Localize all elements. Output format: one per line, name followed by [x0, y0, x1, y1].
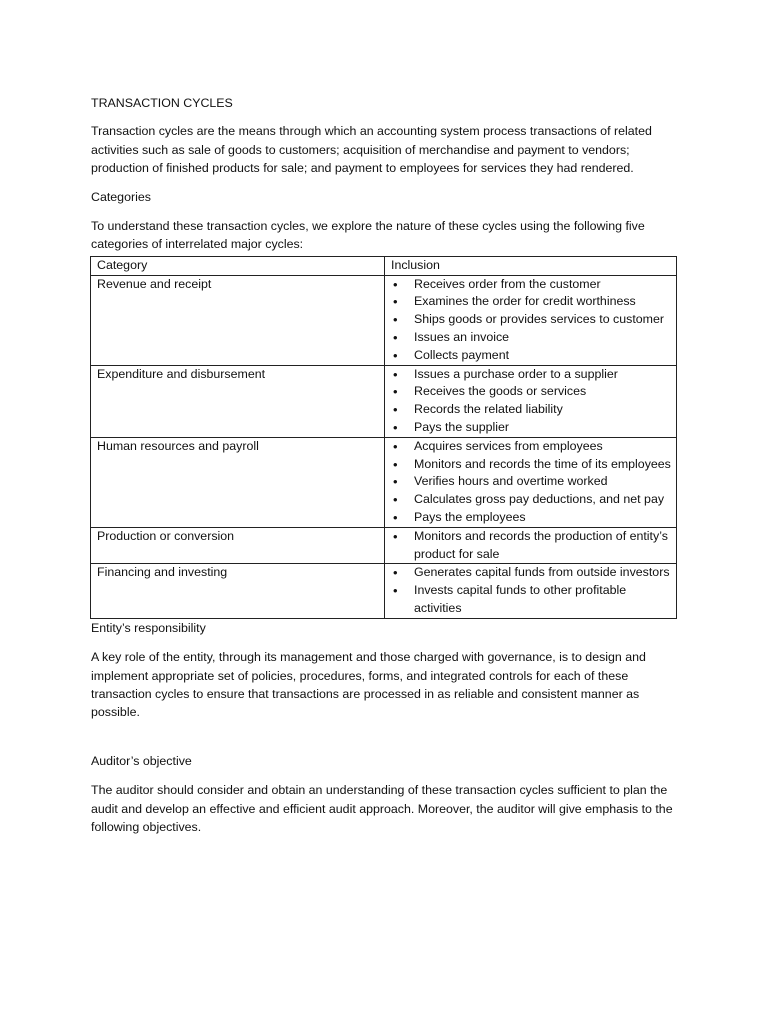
category-cell: Production or conversion: [91, 527, 385, 564]
categories-heading: Categories: [91, 189, 151, 204]
inclusion-list: [391, 528, 671, 564]
inclusion-item: • Verifies hours and overtime worked: [391, 473, 671, 491]
inclusion-list: [391, 366, 671, 437]
table-row: [91, 564, 677, 618]
category-cell: Human resources and payroll: [91, 437, 385, 527]
inclusion-item: • Invests capital funds to other profitable activities: [391, 582, 671, 618]
responsibility-heading: Entity’s responsibility: [91, 620, 206, 635]
inclusion-cell: [385, 365, 677, 437]
inclusion-item: • Examines the order for credit worthiness: [391, 293, 671, 311]
category-cell: Financing and investing: [91, 564, 385, 618]
category-cell: Expenditure and disbursement: [91, 365, 385, 437]
categories-intro-paragraph: To understand these transaction cycles, we explore the nature of these cycles using the following five categories of interrelated major cycles:: [91, 219, 645, 252]
inclusion-item: • Receives order from the customer: [391, 276, 671, 294]
inclusion-cell: [385, 527, 677, 564]
inclusion-cell: [385, 437, 677, 527]
responsibility-paragraph: A key role of the entity, through its management and those charged with governance, is to design and implement appropriate set of policies, procedures, forms, and integrated controls for each of these transaction cycles to ensure that transactions are processed in as reliable and consistent manner as possible.: [91, 650, 646, 720]
header-category: Category: [91, 256, 385, 275]
category-cell: Revenue and receipt: [91, 275, 385, 365]
inclusion-item: • Records the related liability: [391, 401, 671, 419]
inclusion-item: • Acquires services from employees: [391, 438, 671, 456]
document-title: TRANSACTION CYCLES: [91, 96, 233, 110]
table-header-row: [91, 256, 677, 275]
inclusion-item: • Ships goods or provides services to customer: [391, 311, 671, 329]
inclusion-item: • Monitors and records the production of entity’s product for sale: [391, 528, 671, 564]
table-row: [91, 275, 677, 365]
inclusion-cell: [385, 564, 677, 618]
inclusion-item: • Issues a purchase order to a supplier: [391, 366, 671, 384]
header-inclusion: Inclusion: [385, 256, 677, 275]
auditor-objective-heading: Auditor’s objective: [91, 753, 192, 768]
inclusion-list: [391, 438, 671, 527]
document-page: [91, 94, 681, 846]
inclusion-item: • Pays the employees: [391, 509, 671, 527]
inclusion-item: • Monitors and records the time of its employees: [391, 456, 671, 474]
inclusion-item: • Collects payment: [391, 347, 671, 365]
table-row: [91, 437, 677, 527]
intro-paragraph: Transaction cycles are the means through which an accounting system process transactions of related activities such as sale of goods to customers; acquisition of merchandise and payment to vendors; production of finished products for sale; and payment to employees for services they had rendered.: [91, 124, 652, 176]
inclusion-cell: [385, 275, 677, 365]
table-row: [91, 365, 677, 437]
transaction-cycles-table: [90, 256, 677, 619]
inclusion-item: • Issues an invoice: [391, 329, 671, 347]
inclusion-item: • Calculates gross pay deductions, and net pay: [391, 491, 671, 509]
inclusion-item: • Pays the supplier: [391, 419, 671, 437]
inclusion-list: [391, 564, 671, 617]
table-row: [91, 527, 677, 564]
inclusion-item: • Generates capital funds from outside investors: [391, 564, 671, 582]
inclusion-item: • Receives the goods or services: [391, 383, 671, 401]
inclusion-list: [391, 276, 671, 365]
auditor-objective-paragraph: The auditor should consider and obtain an understanding of these transaction cycles sufficient to plan the audit and develop an effective and efficient audit approach. Moreover, the auditor will give emphasis to the following objectives.: [91, 783, 673, 835]
